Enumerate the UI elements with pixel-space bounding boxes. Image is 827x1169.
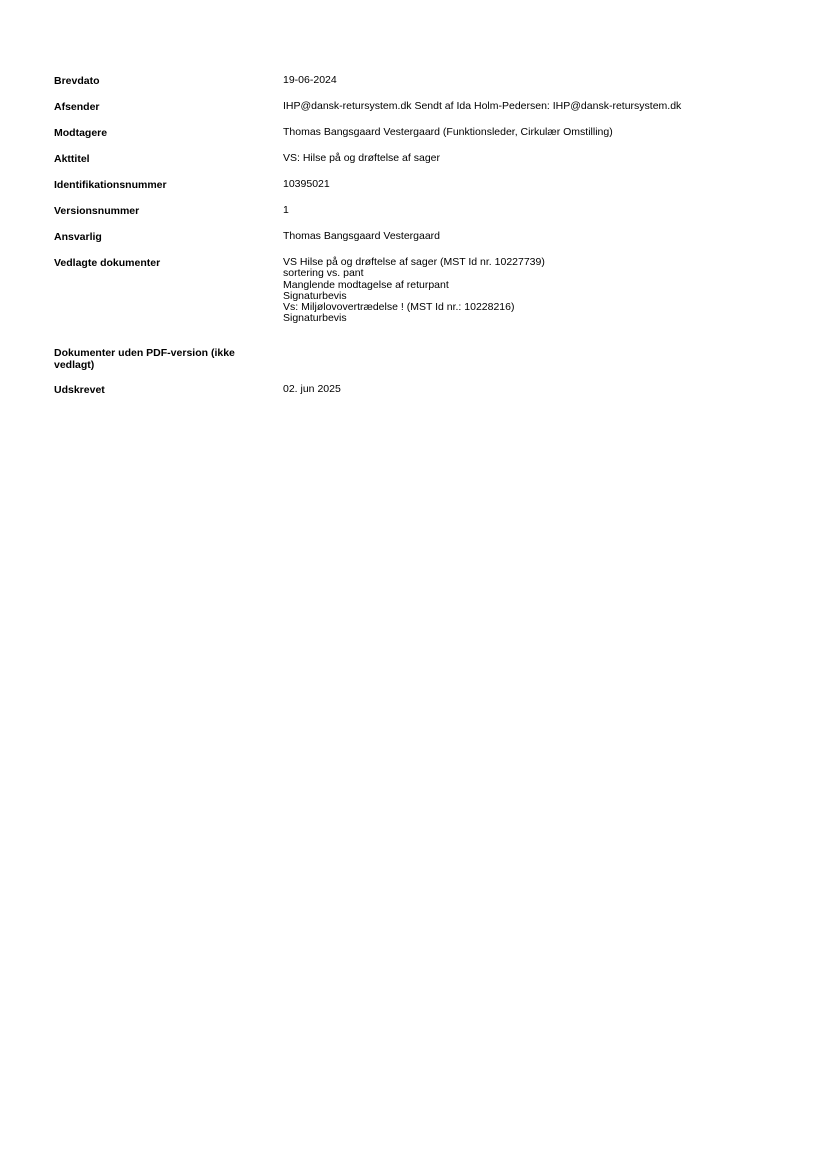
row-versionsnummer	[54, 205, 754, 231]
row-modtagere	[54, 127, 754, 153]
label-brevdato: Brevdato	[54, 75, 100, 87]
value-brevdato: 19-06-2024	[283, 74, 337, 86]
value-identifikationsnummer: 10395021	[283, 178, 330, 190]
label-akttitel: Akttitel	[54, 153, 90, 165]
attached-document-item: VS Hilse på og drøftelse af sager (MST Id nr. 10227739)	[283, 256, 545, 268]
row-ansvarlig	[54, 231, 754, 257]
label-versionsnummer: Versionsnummer	[54, 205, 140, 217]
attached-documents-list	[283, 257, 754, 325]
label-vedlagte-dokumenter: Vedlagte dokumenter	[54, 257, 161, 269]
attached-document-item: Signaturbevis	[283, 289, 347, 302]
value-ansvarlig: Thomas Bangsgaard Vestergaard	[283, 230, 441, 242]
row-vedlagte-dokumenter	[54, 257, 754, 347]
row-udskrevet	[54, 384, 754, 404]
value-akttitel: VS: Hilse på og drøftelse af sager	[283, 152, 440, 164]
row-akttitel	[54, 153, 754, 179]
label-identifikationsnummer: Identifikationsnummer	[54, 179, 167, 191]
row-dokumenter-uden-pdf	[54, 347, 754, 384]
label-dokumenter-uden-pdf: Dokumenter uden PDF-version (ikke vedlagt)	[54, 347, 235, 371]
attached-document-item: Manglende modtagelse af returpant	[283, 278, 449, 291]
label-ansvarlig: Ansvarlig	[54, 231, 102, 243]
attached-document-item: Vs: Miljølovovertrædelse ! (MST Id nr.: 10228216)	[283, 301, 515, 314]
attached-document-item: sortering vs. pant	[283, 267, 364, 280]
label-udskrevet: Udskrevet	[54, 384, 105, 396]
value-versionsnummer: 1	[283, 204, 289, 216]
value-afsender: IHP@dansk-retursystem.dk Sendt af Ida Holm-Pedersen: IHP@dansk-retursystem.dk	[283, 100, 682, 112]
row-afsender	[54, 101, 754, 127]
label-modtagere: Modtagere	[54, 127, 108, 139]
label-afsender: Afsender	[54, 101, 100, 113]
value-modtagere: Thomas Bangsgaard Vestergaard (Funktionsleder, Cirkulær Omstilling)	[283, 126, 613, 138]
value-udskrevet: 02. jun 2025	[283, 383, 341, 395]
attached-document-item: Signaturbevis	[283, 312, 347, 325]
row-identifikationsnummer	[54, 179, 754, 205]
row-brevdato	[54, 75, 754, 101]
document-metadata-table	[54, 75, 754, 404]
